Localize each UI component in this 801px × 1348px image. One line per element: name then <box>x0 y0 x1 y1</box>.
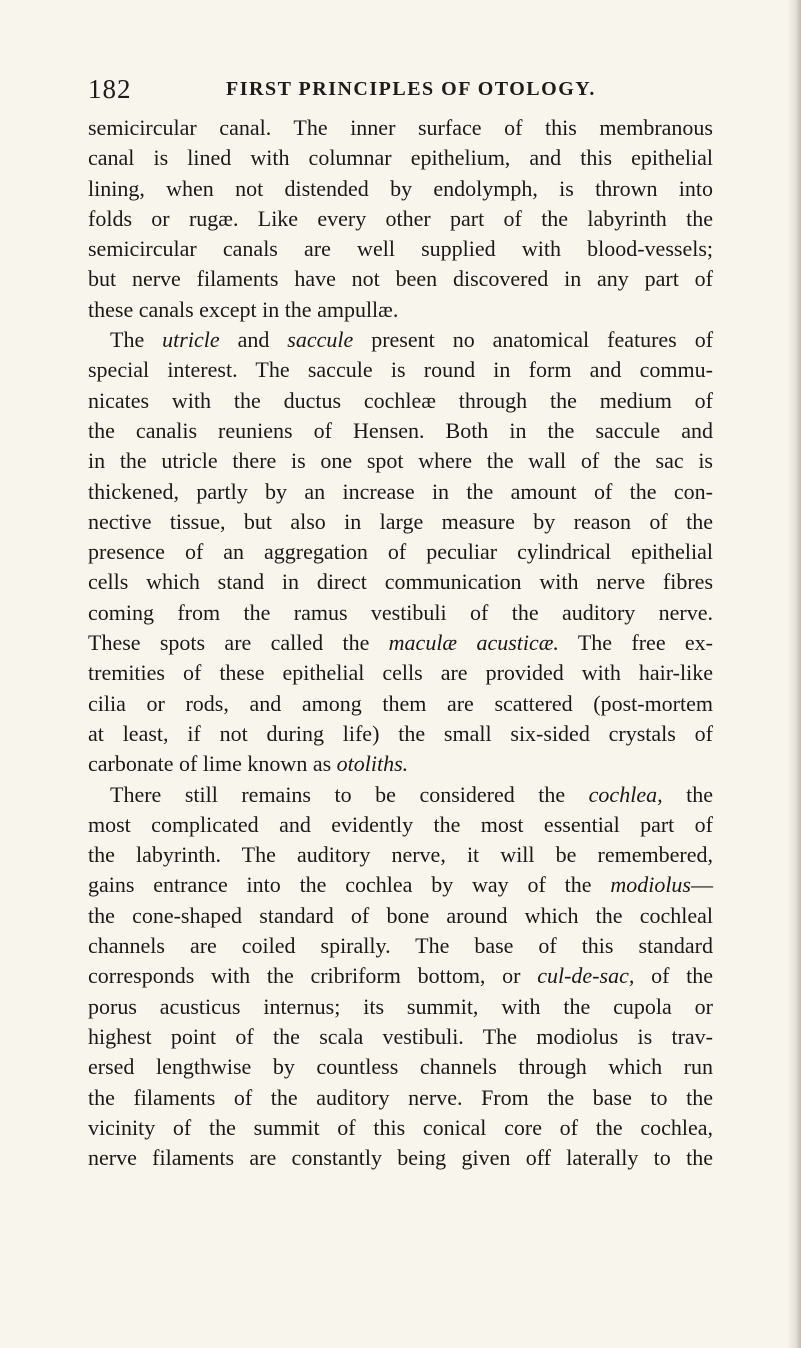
italic-term: maculæ acusticæ. <box>388 630 559 656</box>
text-line <box>88 840 713 870</box>
text-run: coming from the ramus vestibuli of the auditory nerve. <box>88 599 713 625</box>
text-run: and <box>219 327 288 353</box>
text-run: these canals except in the ampullæ. <box>88 296 399 322</box>
text-run: folds or rugæ. Like every other part of the labyrinth the <box>88 205 713 231</box>
text-run: tremities of these epithelial cells are provided with hair-like <box>88 660 713 686</box>
text-line <box>88 1083 713 1113</box>
text-line <box>88 143 713 173</box>
text-run: The <box>110 327 163 353</box>
text-line <box>88 901 713 931</box>
text-line <box>88 325 713 355</box>
text-run: semicircular canals are well supplied with blood-vessels; <box>88 236 713 262</box>
text-run: nerve filaments are constantly being given off laterally to the <box>88 1145 713 1171</box>
italic-term: cochlea, <box>588 781 663 807</box>
text-line <box>88 1113 713 1143</box>
text-line <box>88 446 713 476</box>
text-line <box>88 1143 713 1173</box>
text-line <box>88 355 713 385</box>
text-line <box>88 719 713 749</box>
text-line <box>88 810 713 840</box>
text-run: the cone-shaped standard of bone around which the cochleal <box>88 902 713 928</box>
text-run: vicinity of the summit of this conical core of the cochlea, <box>88 1114 713 1140</box>
text-run: at least, if not during life) the small six-sided crystals of <box>88 720 713 746</box>
text-run: of the <box>634 963 713 989</box>
italic-term: utricle <box>162 327 220 353</box>
text-line <box>88 113 713 143</box>
text-run: nective tissue, but also in large measure by reason of the <box>88 508 713 534</box>
text-run: — <box>691 872 713 898</box>
text-run: semicircular canal. The inner surface of this membranous <box>88 115 713 140</box>
text-line <box>88 234 713 264</box>
text-run: gains entrance into the cochlea by way of the <box>88 872 611 898</box>
italic-term: otoliths. <box>336 751 409 777</box>
text-run: the <box>662 781 713 807</box>
text-run: cilia or rods, and among them are scattered (post-mortem <box>88 690 713 716</box>
text-line <box>88 628 713 658</box>
text-run: carbonate of lime known as <box>88 751 337 777</box>
text-line <box>88 1052 713 1082</box>
text-run: presence of an aggregation of peculiar cylindrical epithelial <box>88 539 713 565</box>
text-run: lining, when not distended by endolymph, is thrown into <box>88 175 713 201</box>
text-line <box>88 780 713 810</box>
text-line <box>88 264 713 294</box>
text-line <box>88 870 713 900</box>
text-run: the canalis reuniens of Hensen. Both in the saccule and <box>88 417 713 443</box>
text-line <box>88 416 713 446</box>
italic-term: saccule <box>287 327 354 353</box>
text-line <box>88 689 713 719</box>
text-run: the labyrinth. The auditory nerve, it will be remembered, <box>88 842 713 868</box>
text-line <box>88 204 713 234</box>
text-line <box>88 174 713 204</box>
text-line <box>88 507 713 537</box>
text-line <box>88 992 713 1022</box>
text-run: These spots are called the <box>88 630 389 656</box>
text-run: channels are coiled spirally. The base of this standard <box>88 933 713 959</box>
body-text <box>88 113 713 1173</box>
running-title: FIRST PRINCIPLES OF OTOLOGY. <box>226 78 596 100</box>
text-run: special interest. The saccule is round in form and commu- <box>88 357 713 383</box>
text-run: but nerve filaments have not been discovered in any part of <box>88 266 713 292</box>
text-run: The free ex- <box>558 630 714 656</box>
text-run: canal is lined with columnar epithelium, and this epithelial <box>88 145 713 171</box>
text-run: present no anatomical features of <box>353 327 714 353</box>
text-run: corresponds with the cribriform bottom, or <box>88 963 538 989</box>
text-line <box>88 749 713 779</box>
text-run: cells which stand in direct communication with nerve fibres <box>88 569 713 595</box>
text-run: ersed lengthwise by countless channels through which run <box>88 1054 713 1080</box>
text-line <box>88 295 713 325</box>
text-run: the filaments of the auditory nerve. From the base to the <box>88 1084 713 1110</box>
text-line <box>88 931 713 961</box>
text-run: most complicated and evidently the most essential part of <box>88 811 713 837</box>
text-run: in the utricle there is one spot where the wall of the sac is <box>88 448 713 474</box>
text-line <box>88 567 713 597</box>
text-line <box>88 537 713 567</box>
text-line <box>88 386 713 416</box>
text-line <box>88 961 713 991</box>
italic-term: cul-de-sac, <box>537 963 635 989</box>
text-run: thickened, partly by an increase in the amount of the con- <box>88 478 713 504</box>
italic-term: modiolus <box>610 872 691 898</box>
text-run: highest point of the scala vestibuli. The modiolus is trav- <box>88 1023 713 1049</box>
text-line <box>88 658 713 688</box>
page-header <box>88 74 713 108</box>
text-run: There still remains to be considered the <box>110 781 589 807</box>
text-line <box>88 477 713 507</box>
text-line <box>88 1022 713 1052</box>
text-line <box>88 598 713 628</box>
page-edge-shadow <box>787 0 801 1348</box>
text-run: nicates with the ductus cochleæ through the medium of <box>88 387 713 413</box>
page-number: 182 <box>88 74 132 104</box>
text-run: porus acusticus internus; its summit, with the cupola or <box>88 993 713 1019</box>
